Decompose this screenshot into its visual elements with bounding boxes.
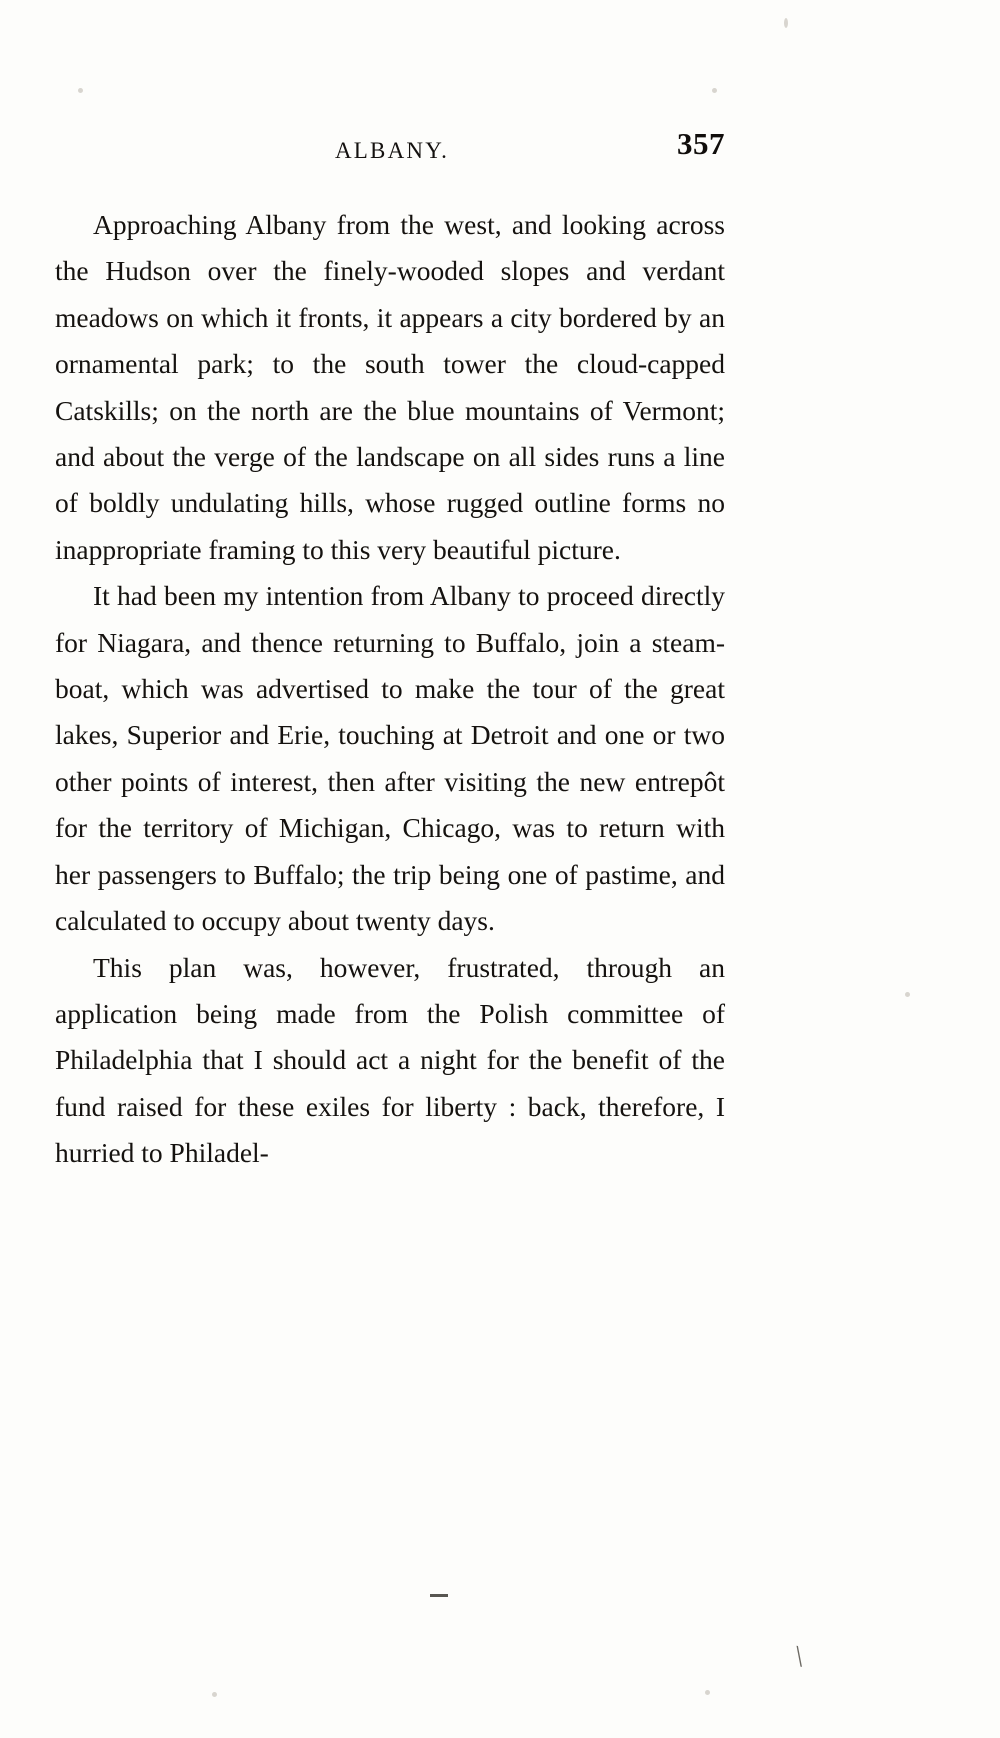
paragraph: This plan was, however, frustrated, through an application being made from the Polish committee of Philadelphia that I should act a night for the benefit of the fund raised for these exiles for liberty : back, therefore, I hurried to Philadel-: [55, 951, 725, 1169]
footer-dash-mark: [430, 1594, 448, 1597]
page-number: 357: [677, 126, 725, 161]
paragraph: It had been my intention from Albany to proceed directly for Niagara, and thence returning to Buffalo, join a steam-boat, which was advertised to make the tour of the great lakes, Superior and Erie, touching at Detroit and one or two other points of interest, then after visiting the new entrepôt for the territory of Michigan, Chicago, was to return with her passengers to Buffalo; the trip being one of pastime, and calculated to occupy about twenty days.: [55, 580, 725, 937]
footer-slash-mark: \: [792, 1639, 806, 1674]
page-content: [55, 120, 725, 1177]
scan-speck: [784, 18, 788, 28]
scan-speck: [212, 1692, 217, 1697]
page-header: [55, 120, 725, 180]
scan-speck: [78, 88, 83, 93]
body-text: [55, 202, 725, 1177]
scan-speck: [712, 88, 717, 93]
running-head: ALBANY.: [335, 138, 450, 163]
paragraph: Approaching Albany from the west, and looking across the Hudson over the finely-wooded slopes and verdant meadows on which it fronts, it appears a city bordered by an ornamental park; to the south tower the cloud-capped Catskills; on the north are the blue mountains of Vermont; and about the verge of the landscape on all sides runs a line of boldly undulating hills, whose rugged outline forms no inappropriate framing to this very beautiful picture.: [55, 209, 725, 565]
scan-speck: [705, 1690, 710, 1695]
scan-speck: [905, 992, 910, 997]
